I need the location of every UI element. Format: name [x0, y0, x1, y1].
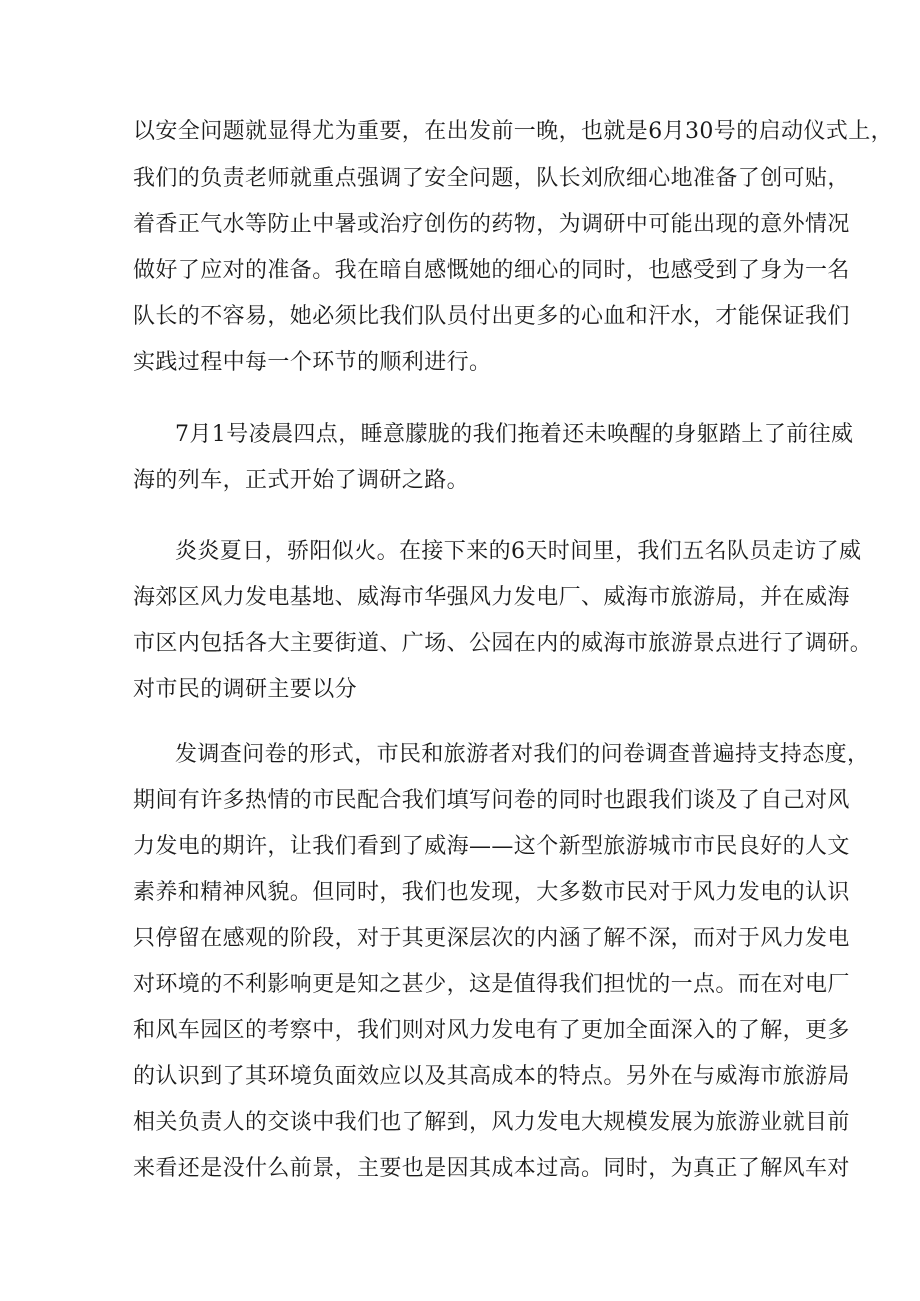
- paragraph-1-line-5: 队长的不容易，她必须比我们队员付出更多的心血和汗水，才能保证我们: [133, 304, 850, 329]
- paragraph-2-line-1: 7月1号凌晨四点，睡意朦胧的我们拖着还未唤醒的身躯踏上了前往威: [175, 422, 854, 447]
- paragraph-3-line-3: 市区内包括各大主要街道、广场、公园在内的威海市旅游景点进行了调研。: [133, 631, 873, 656]
- paragraph-3-line-2: 海郊区风力发电基地、威海市华强风力发电厂、威海市旅游局，并在威海: [133, 585, 850, 610]
- paragraph-4-line-8: 的认识到了其环境负面效应以及其高成本的特点。另外在与威海市旅游局: [133, 1064, 850, 1089]
- paragraph-4-line-7: 和风车园区的考察中，我们则对风力发电有了更加全面深入的了解，更多: [133, 1018, 850, 1043]
- paragraph-1-line-3: 着香正气水等防止中暑或治疗创伤的药物，为调研中可能出现的意外情况: [133, 212, 850, 237]
- paragraph-1-line-1: 以安全问题就显得尤为重要，在出发前一晚，也就是6月30号的启动仪式上，: [133, 119, 893, 144]
- paragraph-1-line-2: 我们的负责老师就重点强调了安全问题，队长刘欣细心地准备了创可贴，: [133, 166, 850, 191]
- paragraph-4-line-1: 发调查问卷的形式，市民和旅游者对我们的问卷调查普遍持支持态度，: [175, 742, 870, 767]
- paragraph-4-line-9: 相关负责人的交谈中我们也了解到，风力发电大规模发展为旅游业就目前: [133, 1110, 850, 1135]
- paragraph-1-line-6: 实践过程中每一个环节的顺利进行。: [133, 350, 492, 375]
- paragraph-4-line-4: 素养和精神风貌。但同时，我们也发现，大多数市民对于风力发电的认识: [133, 880, 850, 905]
- paragraph-4-line-5: 只停留在感观的阶段，对于其更深层次的内涵了解不深，而对于风力发电: [133, 926, 850, 951]
- paragraph-4-line-6: 对环境的不利影响更是知之甚少，这是值得我们担忧的一点。而在对电厂: [133, 972, 850, 997]
- paragraph-3-line-1: 炎炎夏日，骄阳似火。在接下来的6天时间里，我们五名队员走访了威: [175, 539, 862, 564]
- paragraph-2-line-2: 海的列车，正式开始了调研之路。: [133, 468, 470, 493]
- paragraph-4-line-10: 来看还是没什么前景，主要也是因其成本过高。同时，为真正了解风车对: [133, 1156, 850, 1181]
- paragraph-4-line-2: 期间有许多热情的市民配合我们填写问卷的同时也跟我们谈及了自己对风: [133, 788, 850, 813]
- paragraph-3-line-4: 对市民的调研主要以分: [133, 677, 358, 702]
- paragraph-4-line-3: 力发电的期许，让我们看到了威海——这个新型旅游城市市民良好的人文: [133, 834, 850, 859]
- paragraph-1-line-4: 做好了应对的准备。我在暗自感慨她的细心的同时，也感受到了身为一名: [133, 258, 850, 283]
